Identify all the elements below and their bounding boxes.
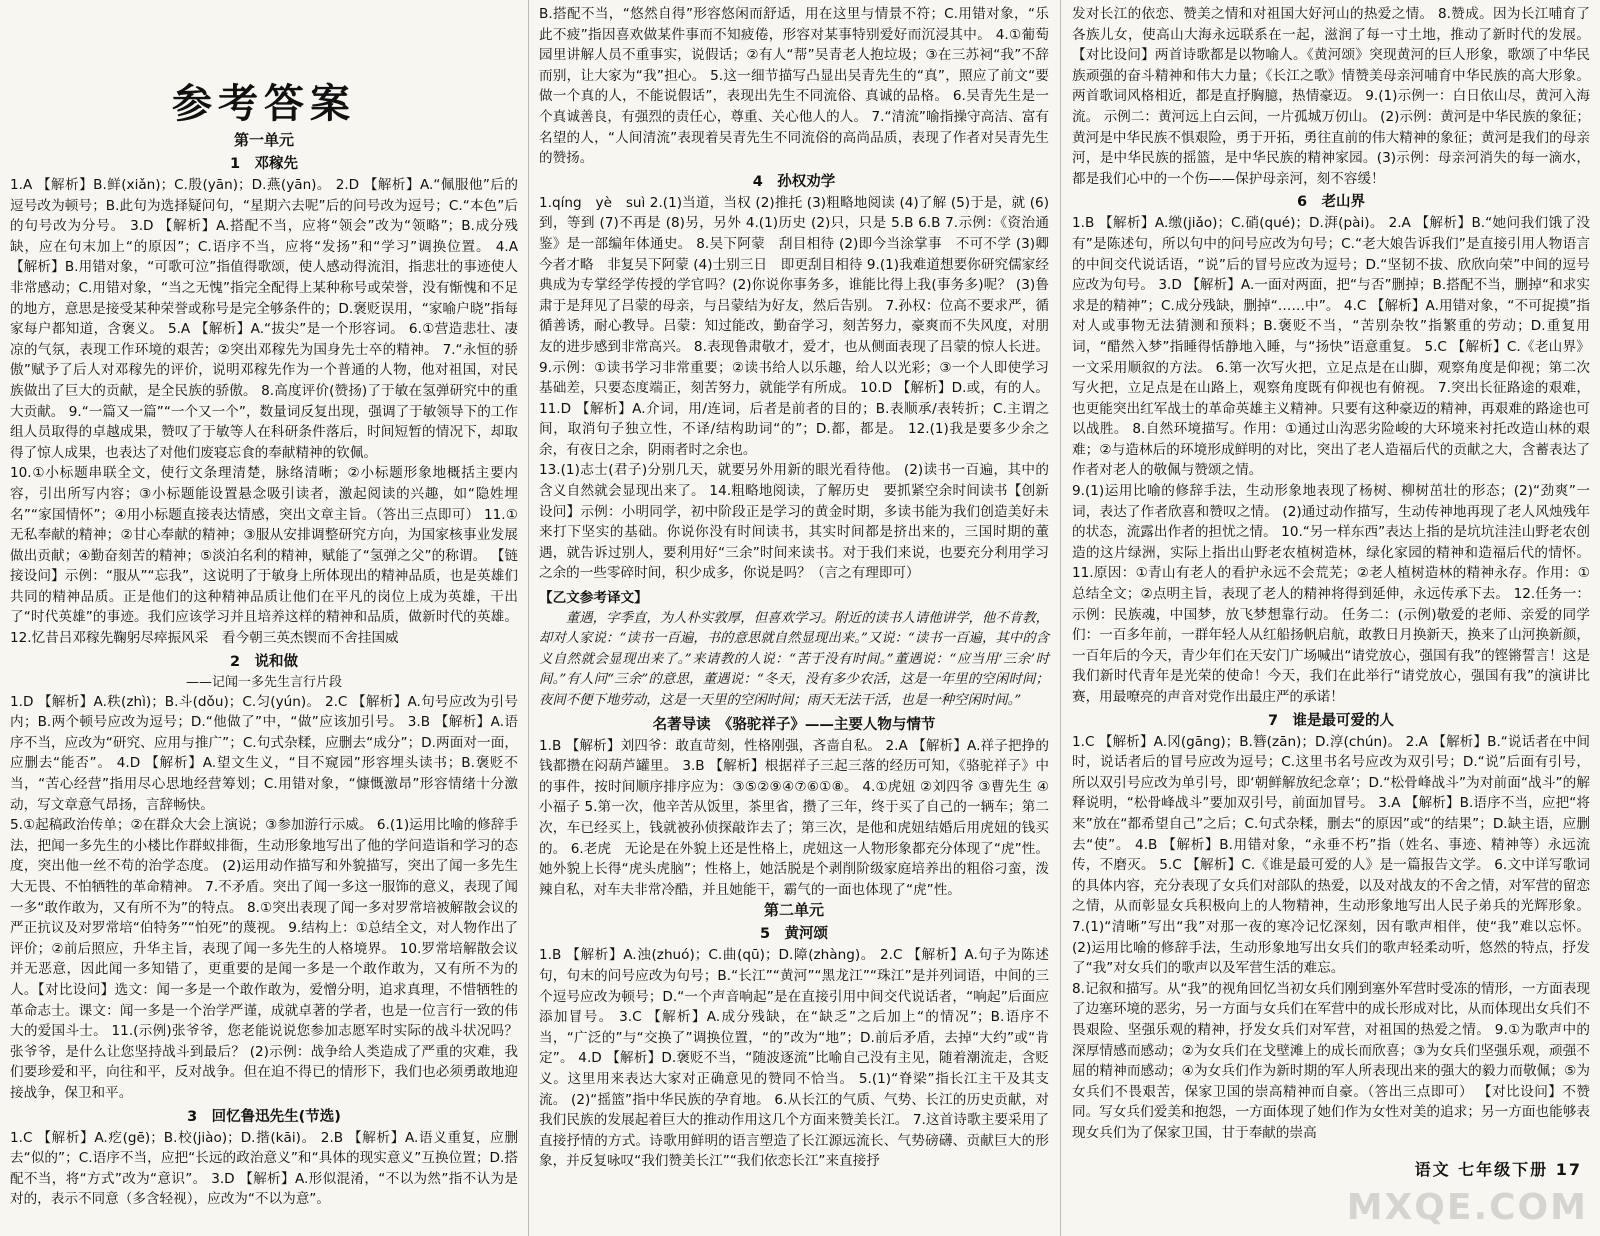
lesson-heading-1: 1 邓稼先 [229, 156, 299, 172]
unit-heading-2: 第二单元 [763, 901, 824, 920]
watermark: MXQE.COM [1346, 1187, 1588, 1228]
answer-paragraph: 1.B 【解析】刘四爷：敢直苛刻，性格刚强，吝啬自私。 2.A 【解析】A.祥子把挣的钱都攒在闷葫芦罐里。 3.B 【解析】根据祥子三起三落的经历可知，《骆驼祥子》中的事件，按时间顺序排序应为：③⑤②⑨④⑦⑥①⑧。 4.①虎妞 ②刘四爷 ③曹先生 ④小福子 5.第一次，他辛苦从饭里，茶里省，攒了三年，终于买了自己的一辆车；第二次，车已经买上，钱就被孙侦探敲诈去了；第三次，是他和虎妞结婚后用虎妞的钱买的。 6.老虎 无论是在外貌上还是性格上，虎妞这一人物形象都充分体现了“虎”性。她外貌上长得“虎头虎脑”；性格上，她活脱是个剥削阶级家庭培养出的粗俗刁蛮，泼辣自私，对车夫非常冷酷，并且她能干，霸气的一面也体现了“虎”性。 [539, 737, 1049, 898]
lesson-heading-5: 5 黄河颂 [759, 926, 829, 943]
answer-paragraph: 1.D 【解析】A.秩(zhì)；B.斗(dǒu)；C.匀(yún)。 2.C 【解析】A.句号应改为引号内；B.两个顿号应改为逗号；D.“他做了”中，“做”应该加引号。 3.B 【解析】A.语序不当，应改为“研究、应用与推广”；C.句式杂糅，应删去“成分”；D.两面对一面，应删去“能否”。 4.D 【解析】A.望文生义，“目不窥园”形容埋头读书；B.褒贬不当，“苦心经营”指用尽心思地经营筹划；C.用错对象，“慷慨激昂”形容情绪十分激动，写文章意气昂扬，言辞畅快。 [10, 693, 518, 813]
answer-paragraph: 1.C 【解析】A.疙(gē)；B.校(jiào)；D.揩(kāi)。 2.B 【解析】A.语义重复，应删去“似的”；C.语序不当，应把“长远的政治意义”和“具体的现实意义”互换位置；D.搭配不当，将“方式”改为“意识”。 3.D 【解析】A.形似混淆，“不以为然”指不认为是对的，表示不同意（多含轻视），应改为“不以为意”。 [10, 1129, 518, 1208]
lesson-heading-4: 4 孙权劝学 [752, 173, 836, 190]
answer-paragraph: 10.①小标题串联全文，使行文条理清楚，脉络清晰；②小标题形象地概括主要内容，引出所写内容；③小标题能设置悬念吸引读者，激起阅读的兴趣，如“隐姓埋名”“家国情怀”；④用小标题直接表达情感，突出文章主旨。（答出三点即可） 11.①无私奉献的精神；②甘心奉献的精神；③服从安排调整研究方向，为国家核事业发展做出贡献；④勤奋刻苦的精神；⑤淡泊名利的精神，赋能了“氢弹之父”的称谓。 【链接设问】示例：“服从”“忘我”，这说明了于敏身上所体现出的精神品质，也是英雄们共同的精神品质。正是他们的这种精神品质让他们在平凡的岗位上成为英雄，干出了“时代英雄”的事迹。我们应该学习并且培养这样的精神和品质，做新时代的英雄。 12.忆昔吕邓稼先鞠躬尽瘁振风采 看今朝三英杰锲而不舍挂国威 [10, 465, 518, 647]
lesson-heading-2: 2 说和做 [229, 653, 299, 670]
answer-paragraph: 13.(1)志士(君子)分别几天，就要另外用新的眼光看待他。 (2)读书一百遍，其中的含义自然就会显现出来了。 14.粗略地阅读，了解历史 要抓紧空余时间读书【创新设问】示例：小明同学，初中阶段正是学习的黄金时期，多读书能为我们创造美好未来打下坚实的基础。你说你没有时间读书，其实时间都是挤出来的，三国时期的董遇，就告诉过别人，要利用好“三余”时间来读书。对于我们来说，也要充分利用学习之余的一些零碎时间，积少成多，你说是吗？（言之有理即可） [539, 462, 1049, 582]
unit-heading-1: 第一单元 [233, 131, 294, 149]
answer-paragraph: 1.C 【解析】A.冈(gāng)；B.簪(zān)；D.淳(chún)。 2.A 【解析】B.“说话者在中间时，说话者后的冒号应改为逗号；C.这里书名号应改为双引号；D.“说”后面有引号，所以双引号应改为单引号，即‘朝鲜解放纪念章’；D.“松骨峰战斗”为对前面“战斗”的解释说明，“松骨峰战斗”要加双引号，前面加冒号。 3.A 【解析】B.语序不当，应把“将来”放在“都希望自己”之后；C.句式杂糅，删去“的原因”或“的结果”；D.缺主语，应删去“使”。 4.B 【解析】B.用错对象，“永垂不朽”指（姓名、事迹、精神等）永远流传，不磨灭。 5.C 【解析】C.《谁是最可爱的人》是一篇报告文学。 6.文中详写歌词的具体内容，充分表现了女兵们对部队的热爱，以及对战友的不舍之情，对军营的留恋之情，从而彰显女兵积极向上的人物精神，生动形象地写出人民子弟兵的光辉形象。 7.(1)“清晰”写出“我”对那一夜的寒冷记忆深刻，因有歌声相伴，使“我”难以忘怀。 (2)运用比喻的修辞手法，生动形象地写出女兵们的歌声轻柔动听，悠然的特点，抒发了“我”对女兵们的歌声以及军营生活的难忘。 [1072, 733, 1590, 977]
answer-paragraph: B.搭配不当，“悠然自得”形容悠闲而舒适，用在这里与情景不符；C.用错对象，“乐此不疲”指因喜欢做某件事而不知疲倦，形容对某事特别爱好而沉浸其中。 4.①葡萄园里讲解人员不重事实，说假话；②有人“帮”吴青老人抱垃圾；③在三苏祠“我”不辞而别，让大家为“我”担心。 5.这一细节描写凸显出吴青先生的“真”，照应了前文“要做一个真的人，不能说假话”，表现出先生不同流俗、真诚的品格。 6.吴青先生是一个真诚善良，有强烈的责任心，尊重、关心他人的人。 7.“清流”喻指操守高洁、富有名望的人，“人间清流”表现着吴青先生不同流俗的高尚品质，表现了作者对吴青先生的赞扬。 [539, 6, 1049, 167]
answer-paragraph: 1.qíng yè suì 2.(1)当道，当权 (2)推托 (3)粗略地阅读 (4)了解 (5)于是，就 (6)到，等到 (7)不再是 (8)另，另外 4.(1)历史 (2)只，只是 5.B 6.B 7.示例：《资治通鉴》是一部编年体通史。 8.吴下阿蒙 刮目相待 (2)即今当涂掌事 不可不学 (3)卿今者才略 非复吴下阿蒙 (4)士别三日 即更刮目相待 9.(1)我难道想要你研究儒家经典成为专掌经学传授的学官吗？(2)你说你事务多，谁能比得上我(事务多)呢？ (3)鲁肃于是拜见了吕蒙的母亲，与吕蒙结为好友，然后告别。 7.孙权：位高不要求严，循循善诱，耐心教导。吕蒙：知过能改，勤奋学习，刻苦努力，豪爽而不失风度，对朋友的进步感到非常高兴。 8.表现鲁肃敬才，爱才，也从侧面表现了吕蒙的惊人长进。 9.示例：①读书学习非常重要；②读书给人以乐趣，给人以光彩；③一个人即使学习基础差，只要态度端正，刻苦努力，就能学有所成。 10.D 【解析】D.或，有的人。 11.D 【解析】A.介词，用/连词，后者是前者的目的；B.表顺承/表转折；C.主谓之间，取消句子独立性，不译/结构助词“的”；D.都，都是。 12.(1)我是要多少余之余，有夜日之余，阴雨者时之余也。 [539, 194, 1049, 458]
page-footer: 语文 七年级下册 17 [1414, 1160, 1582, 1179]
lesson-subtitle-2: ——记闻一多先生言行片段 [185, 674, 342, 690]
translation-text: 董遇，字季直，为人朴实敦厚，但喜欢学习。附近的读书人请他讲学，他不肯教，却对人家说：“读书一百遍，书的意思就自然显现出来。”又说：“读书一百遍，其中的含义自然就会显现出来了。”来请教的人说：“苦于没有时间。”董遇说：“应当用‘三余’时间。”有人问“三余”的意思，董遇说：“冬天，没有多少农活，这是一年里的空闲时间；夜间不便下地劳动，这是一天里的空闲时间；雨天无法干活，也是一种空闲时间。” [539, 610, 1049, 708]
column-left [4, 0, 524, 1236]
answer-paragraph: 1.B 【解析】A.浊(zhuó)；C.曲(qū)；D.障(zhàng)。 2.C 【解析】A.句子为陈述句，句末的问号应改为句号；B.“长江”“黄河”“黑龙江”“珠江”是并列词语，中间的三个逗号应改为顿号；D.“一个声音响起”是在直接引用中间交代说话者，“响起”后面应添加冒号。 3.C 【解析】A.成分残缺，在“缺乏”之后加上“的情况”；B.语序不当，“广泛的”与“交换了”调换位置，“的”改为“地”；D.前后矛盾，去掉“大约”或“肯定”。 4.D 【解析】D.褒贬不当，“随波逐流”比喻自己没有主见，随着潮流走，含贬义。这里用来表达大家对正确意见的赞同不恰当。 5.(1)“脊梁”指长江主干及其支流。 (2)“摇篮”指中华民族的孕育地。 6.从长江的气质、气势、长江的历史贡献，对我们民族的发展起着巨大的推动作用这几个方面来赞美长江。 7.这首诗歌主要采用了直接抒情的方式。诗歌用鲜明的语言塑造了长江源远流长、气势磅礴、贡献巨大的形象，并反复咏叹“我们赞美长江”“我们依恋长江”来直接抒 [539, 947, 1049, 1170]
translation-heading: 【乙文参考译文】 [539, 590, 648, 607]
column-right [1066, 0, 1596, 1236]
answer-paragraph: 8.记叙和描写。从“我”的视角回忆当初女兵们刚到塞外军营时受冻的情形，一方面表现了边塞环境的恶劣，另一方面与女兵们在军营中的成长形成对比，从而体现出女兵们不畏艰险、坚强乐观的精神，抒发女兵们对军营，对祖国的热爱之情。 9.①为歌声中的深厚情感而感动；②为女兵们在戈壁滩上的成长而欣喜；③为女兵们坚强乐观，顽强不屈的精神而感动；④为女兵们作为新时期的军人所表现出来的强大的毅力而敬佩；⑤为女兵们不畏艰苦，保家卫国的崇高精神而自豪。（答出三点即可） 【对比设问】不赞同。写女兵们爱美和抱怨，一方面体现了她们作为女性对美的追求；另一方面也能够表现女兵们为了保家卫国，甘于奉献的崇高 [1072, 980, 1590, 1141]
answer-paragraph: 9.(1)运用比喻的修辞手法，生动形象地表现了杨树、柳树茁壮的形态；(2)“劲爽”一词，表达了作者欣喜和赞叹之情。 (2)通过动作描写，生动传神地再现了老人风烛残年的状态，流露出作者的担忧之情。 10.“另一样东西”表达上指的是坑坑洼洼山野老农创造的这片绿洲，实际上指出山野老农植树造林，绿化家园的精神和造福后代的情怀。 11.原因：①青山有老人的看护永远不会荒芜；②老人植树造林的精神永存。作用：①总结全文；②点明主旨，表现了老人的精神将得到延伸，永远传承下去。 12.任务一：示例：民族魂，中国梦，放飞梦想靠行动。 任务二：(示例)敬爱的老师、亲爱的同学们：一百多年前，一群年轻人从红船扬帆启航，敢教日月换新天，换来了山河换新颜，一百年后的今天，青少年们在天安门广场喊出“请党放心，强国有我”的铿锵誓言！这是我们新时代青年是光荣的使命！今天，我们在此举行“请党放心，强国有我”的演讲比赛，用最嘹亮的声音对党作出最庄严的承诺！ [1072, 483, 1590, 705]
column-middle [533, 0, 1055, 1236]
reading-guide-heading: 名著导读 《骆驼祥子》——主要人物与情节 [652, 716, 936, 733]
lesson-heading-3: 3 回忆鲁迅先生(节选) [187, 1108, 341, 1125]
answer-paragraph: 5.①起稿政治传单；②在群众大会上演说；③参加游行示威。 6.(1)运用比喻的修辞手法，把闻一多先生的小楼比作群蚁排衙，生动形象地写出了他的学问造诣和学习的态度，突出他一丝不苟的治学态度。 (2)运用动作描写和外貌描写，突出了闻一多先生大无畏、不怕牺牲的革命精神。 7.不矛盾。突出了闻一多这一服饰的意义，表现了闻一多“敢作敢为，又有所不为”的特点。 8.①突出表现了闻一多对罗常培被解散会议的严正抗议及对罗常培“伯特务”“怕死”的蔑视。 9.结构上：①总结全文，对人物作出了评价；②前后照应，升华主旨，表现了闻一多先生的人格境界。 10.罗常培解散会议并无恶意，因此闻一多知错了，更重要的是闻一多是一个敢作敢为，又有所不为的人。【对比设问】选文：闻一多是一个敢作敢为，爱憎分明，追求真理，不惜牺牲的革命志士。课文：闻一多是一个治学严谨，成就卓著的学者，也是一位言行一致的伟大的爱国斗士。 11.(示例)张爷爷，您老能说说您参加志愿军时实际的战斗状况吗？ 张爷爷，是什么让您坚持战斗到最后？ (2)示例：战争给人类造成了严重的灾难，我们要珍爱和平，向往和平，反对战争。但在迫不得已的情形下，我们也必须勇敢地迎接战争，保卫和平。 [10, 817, 518, 1101]
lesson-heading-6: 6 老山界 [1296, 194, 1366, 211]
answer-paragraph: 1.B 【解析】A.缴(jiǎo)；C.硝(qué)；D.湃(pài)。 2.A 【解析】B.“她问我们饿了没有”是陈述句，所以句中的问号应改为句号；C.“老大娘告诉我们”是直接引用人物语言的中间交代说话语，“说”后的冒号应改为逗号；D.“坚韧不拔、欣欣向荣”中间的逗号应改为句号。 3.D 【解析】A.一面对两面，把“与否”删掉；B.搭配不当，删掉“和求实求是的精神”；C.成分残缺，删掉“……中”。 4.C 【解析】A.用错对象，“不可捉摸”指对人或事物无法猜测和预料；B.褒贬不当，“苦别杂牧”指繁重的劳动；D.重复用词，“醋然入梦”指睡得恬静地入睡，与“扬快”语意重复。 5.C 【解析】C.《老山界》一文采用顺叙的方法。 6.第一次写火把，立足点是在山脚，观察角度是仰视；第二次写火把，立足点是在山路上，观察角度既有仰视也有俯视。 7.突出长征路途的艰难，也更能突出红军战士的革命英雄主义精神。只要有这种豪迈的精神，再艰难的路途也可以战胜。 8.自然环境描写。作用：①通过山沟恶劣险峻的大环境来衬托改造山林的艰难；②与造林后的环境形成鲜明的对比，突出了老人造福后代的贡献之大，含蓄表达了作者对老人的敬佩与赞颂之情。 [1072, 215, 1590, 479]
answer-paragraph: 1.A 【解析】B.鲜(xiǎn)；C.殷(yān)；D.燕(yān)。 2.D 【解析】A.“佩服他”后的逗号改为顿号；B.此句为选择疑问句，“星期六去呢”后的问号改为逗号；C.“本色”后的句号改为分号。 3.D 【解析】A.搭配不当，应将“领会”改为“领略”；B.成分残缺，应在句末加上“的原因”；C.语序不当，应将“发扬”和“学习”调换位置。 4.A 【解析】B.用错对象，“可歌可泣”指值得歌颂，使人感动得流泪，指悲壮的事迹使人非常感动；C.用错对象，“当之无愧”指完全配得上某种称号或荣誉，没有惭愧和不足的地方，意思是接受某种荣誉或称号是完全够条件的；D.褒贬误用，“家喻户晓”指每家每户都知道，含褒义。 5.A 【解析】A.“拔尖”是一个形容词。 6.①营造悲壮、凄凉的气氛，表现工作环境的艰苦；②突出邓稼先为国身先士卒的精神。 7.“永恒的骄傲”赋予了后人对邓稼先的评价，说明邓稼先作为一个普通的人物，他对祖国，对民族做出了巨大的贡献，是全民族的骄傲。 8.高度评价(赞扬)了于敏在氢弹研究中的重大贡献。 9.“一篇又一篇”“一个又一个”，数量词反复出现，强调了于敏领导下的工作组人员取得的卓越成果，赞叹了于敏等人在科研条件落后，时间短暂的情况下，却取得了惊人成果，也表达了对他们废寝忘食的奉献精神的钦佩。 [10, 177, 518, 461]
answer-paragraph: 发对长江的依恋、赞美之情和对祖国大好河山的热爱之情。 8.赞成。因为长江哺育了各族儿女，使高山大海永远联系在一起，滋润了每一寸土地，推动了新时代的发展。【对比设问】两首诗歌都是以物喻人。《黄河颂》突现黄河的巨人形象，歌颂了中华民族顽强的奋斗精神和伟大力量；《长江之歌》情赞美母亲河哺育中华民族的高大形象。两首歌词风格相近，都是直抒胸臆，热情豪迈。 9.(1)示例一：白日依山尽，黄河入海流。 示例二：黄河远上白云间，一片孤城万仞山。 (2)示例：黄河是中华民族的象征；黄河是中华民族不惧艰险，勇于开拓，勇往直前的伟大精神的象征；黄河是我们的母亲河，是中华民族的摇篮，是中华民族的精神家园。(3)示例：母亲河消失的每一滴水，都是我们心中的一个伤——保护母亲河，刻不容缓！ [1072, 6, 1590, 187]
lesson-heading-7: 7 谁是最可爱的人 [1267, 712, 1395, 729]
page-title: 参考答案 [172, 80, 356, 127]
